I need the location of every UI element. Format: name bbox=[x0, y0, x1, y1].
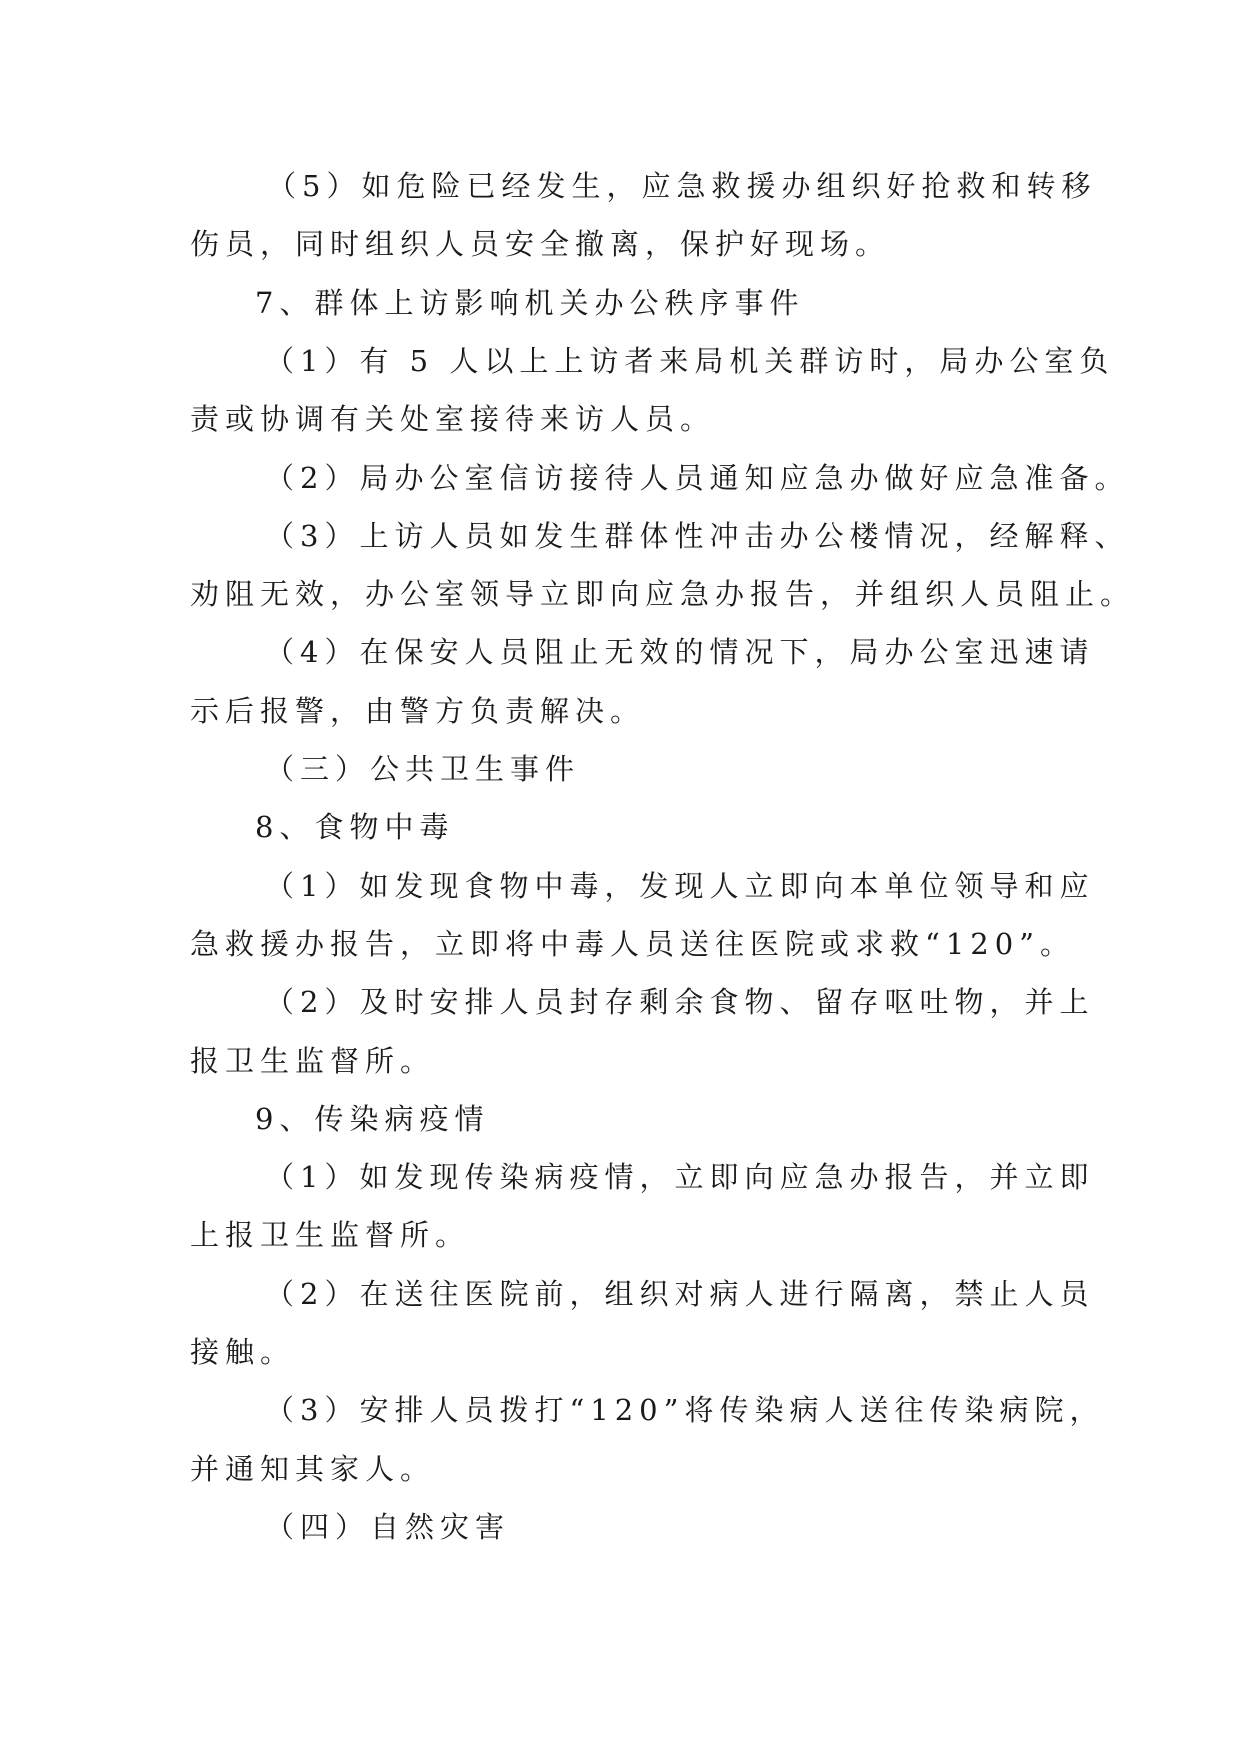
paragraph-7-4-line-2: 示后报警，由警方负责解决。 bbox=[190, 694, 646, 728]
paragraph-9-1-line-2: 上报卫生监督所。 bbox=[190, 1218, 471, 1252]
paragraph-7-2: （2）局办公室信访接待人员通知应急办做好应急准备。 bbox=[265, 461, 1130, 495]
paragraph-8-1-line-1: （1）如发现食物中毒，发现人立即向本单位领导和应 bbox=[265, 869, 1095, 903]
paragraph-7-1-line-2: 责或协调有关处室接待来访人员。 bbox=[190, 402, 716, 436]
paragraph-7-3-line-1: （3）上访人员如发生群体性冲击办公楼情况，经解释、 bbox=[265, 519, 1130, 553]
heading-7: 7、群体上访影响机关办公秩序事件 bbox=[255, 286, 805, 320]
section-heading-3: （三）公共卫生事件 bbox=[265, 752, 581, 786]
paragraph-9-3-line-2: 并通知其家人。 bbox=[190, 1452, 436, 1486]
paragraph-9-2-line-2: 接触。 bbox=[190, 1335, 296, 1369]
heading-9: 9、传染病疫情 bbox=[255, 1102, 490, 1136]
paragraph-7-3-line-2: 劝阻无效，办公室领导立即向应急办报告，并组织人员阻止。 bbox=[190, 577, 1136, 611]
paragraph-8-2-line-1: （2）及时安排人员封存剩余食物、留存呕吐物，并上 bbox=[265, 985, 1095, 1019]
paragraph-7-4-line-1: （4）在保安人员阻止无效的情况下，局办公室迅速请 bbox=[265, 635, 1095, 669]
paragraph-9-3-line-1: （3）安排人员拨打“120”将传染病人送往传染病院， bbox=[265, 1393, 1105, 1427]
paragraph-9-2-line-1: （2）在送往医院前，组织对病人进行隔离，禁止人员 bbox=[265, 1277, 1095, 1311]
paragraph-5-line-1: （5）如危险已经发生，应急救援办组织好抢救和转移 bbox=[267, 169, 1097, 203]
paragraph-8-2-line-2: 报卫生监督所。 bbox=[190, 1044, 436, 1078]
paragraph-5-line-2: 伤员，同时组织人员安全撤离，保护好现场。 bbox=[190, 227, 891, 261]
paragraph-7-1-line-1: （1）有 5 人以上上访者来局机关群访时，局办公室负 bbox=[265, 344, 1115, 378]
paragraph-8-1-line-2: 急救援办报告，立即将中毒人员送往医院或求救“120”。 bbox=[190, 927, 1076, 961]
section-heading-4: （四）自然灾害 bbox=[265, 1510, 511, 1544]
heading-8: 8、食物中毒 bbox=[255, 810, 455, 844]
paragraph-9-1-line-1: （1）如发现传染病疫情，立即向应急办报告，并立即 bbox=[265, 1160, 1095, 1194]
